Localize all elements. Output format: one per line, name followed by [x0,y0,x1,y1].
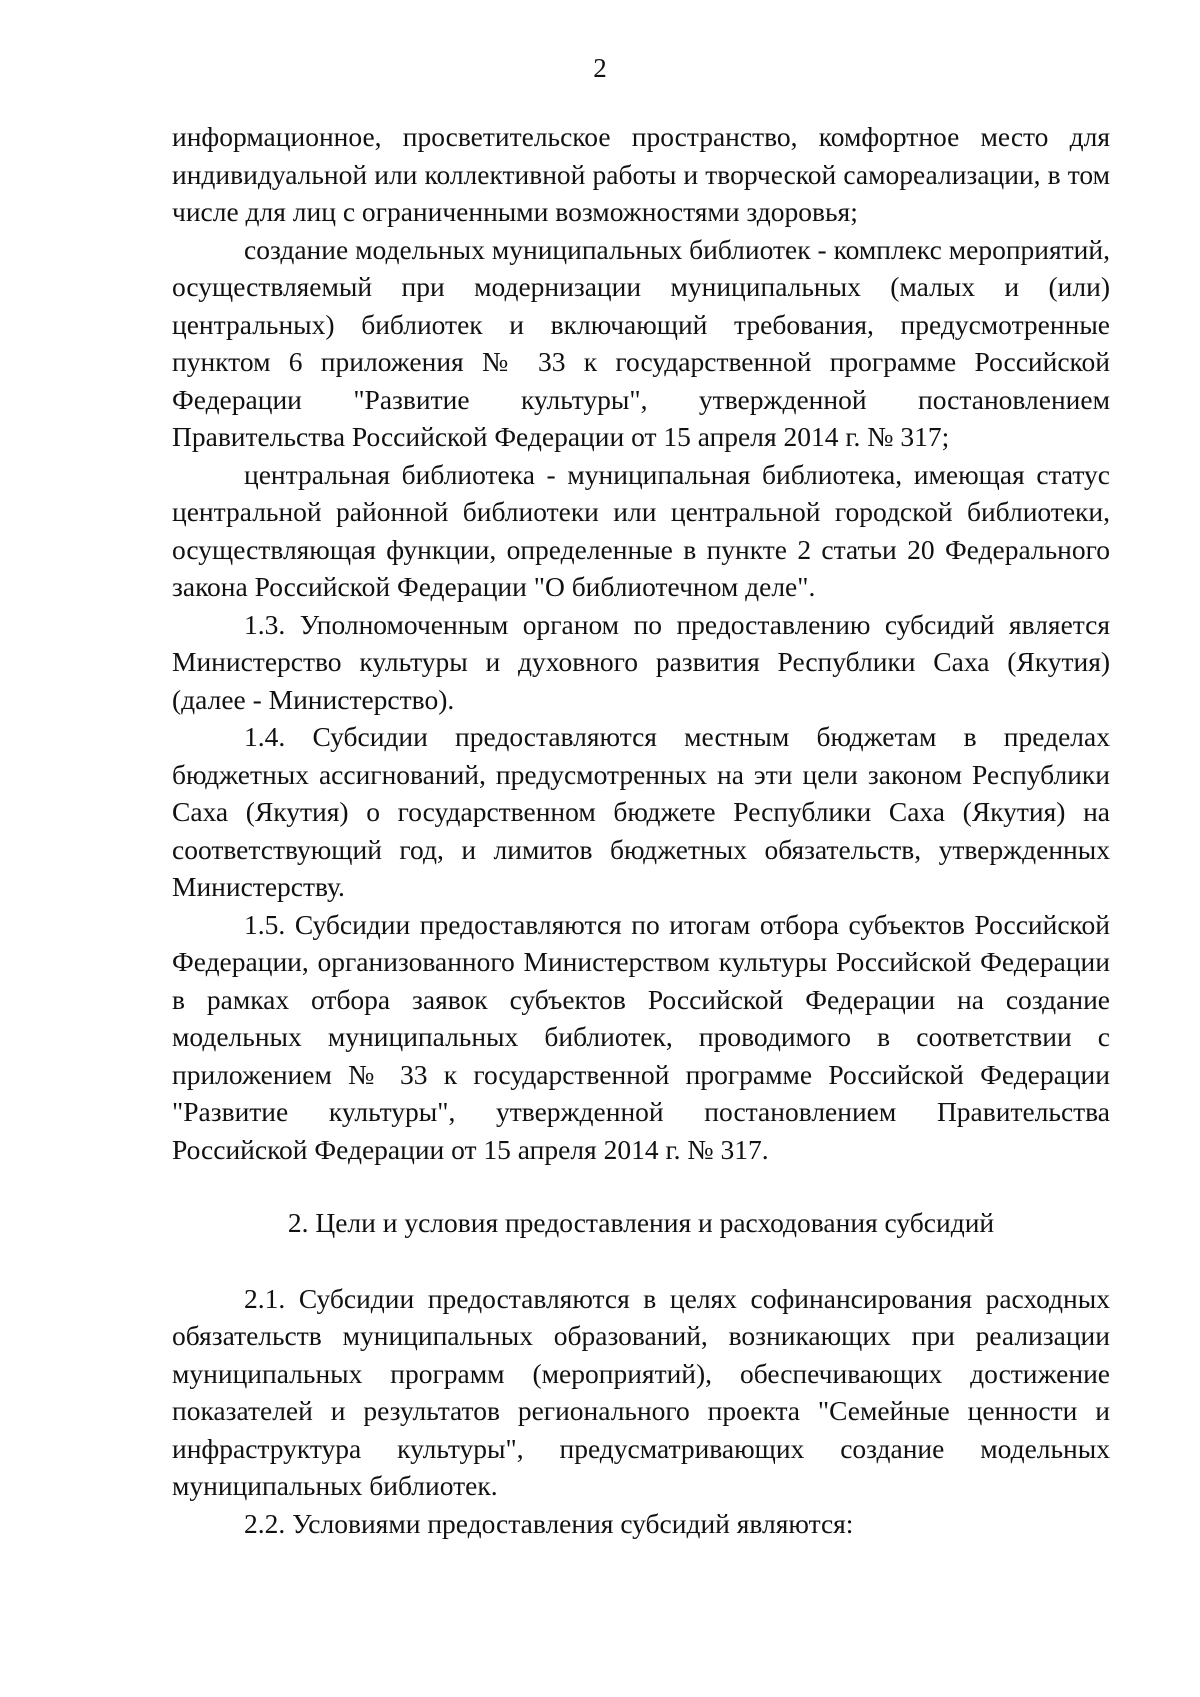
paragraph-2-2: 2.2. Условиями предоставления субсидий являются: [244,1507,854,1539]
section-heading: 2. Цели и условия предоставления и расходования субсидий [287,1207,995,1238]
paragraph-model-libraries-definition: создание модельных муниципальных библиотек - комплекс мероприятий, осуществляемый при модернизации муниципальных (малых и (или) центральных) библиотек и включающий требования, предусмотренные пунктом 6 приложения № 33 к государственной программе Российской Федерации "Развитие культуры", утвержденной постановлением Правительства Российской Федерации от 15 апреля 2014 г. № 317; [172,233,1110,452]
paragraph-central-library-definition: центральная библиотека - муниципальная библиотека, имеющая статус центральной районной библиотеки или центральной городской библиотеки, осуществляющая функции, определенные в пункте 2 статьи 20 Федерального закона Российской Федерации "О библиотечном деле". [172,458,1110,602]
page-number: 2 [593,53,607,83]
paragraph-continuation: информационное, просветительское пространство, комфортное место для индивидуальной или коллективной работы и творческой самореализации, в том числе для лиц с ограниченными возможностями здоровья; [172,121,1110,227]
paragraph-1-3: 1.3. Уполномоченным органом по предоставлению субсидий является Министерство культуры и духовного развития Республики Саха (Якутия) (далее - Министерство). [172,608,1110,715]
paragraph-1-4: 1.4. Субсидии предоставляются местным бюджетам в пределах бюджетных ассигнований, предусмотренных на эти цели законом Республики Саха (Якутия) о государственном бюджете Республики Саха (Якутия) на соответствующий год, и лимитов бюджетных обязательств, утвержденных Министерству. [172,721,1110,902]
paragraph-1-5: 1.5. Субсидии предоставляются по итогам отбора субъектов Российской Федерации, организованного Министерством культуры Российской Федерации в рамках отбора заявок субъектов Российской Федерации на создание модельных муниципальных библиотек, проводимого в соответствии с приложением № 33 к государственной программе Российской Федерации "Развитие культуры", утвержденной постановлением Правительства Российской Федерации от 15 апреля 2014 г. № 317. [172,908,1110,1165]
paragraph-2-1: 2.1. Субсидии предоставляются в целях софинансирования расходных обязательств муниципальных образований, возникающих при реализации муниципальных программ (мероприятий), обеспечивающих достижение показателей и результатов регионального проекта "Семейные ценности и инфраструктура культуры", предусматривающих создание модельных муниципальных библиотек. [172,1282,1110,1501]
document-body [172,118,1110,1542]
